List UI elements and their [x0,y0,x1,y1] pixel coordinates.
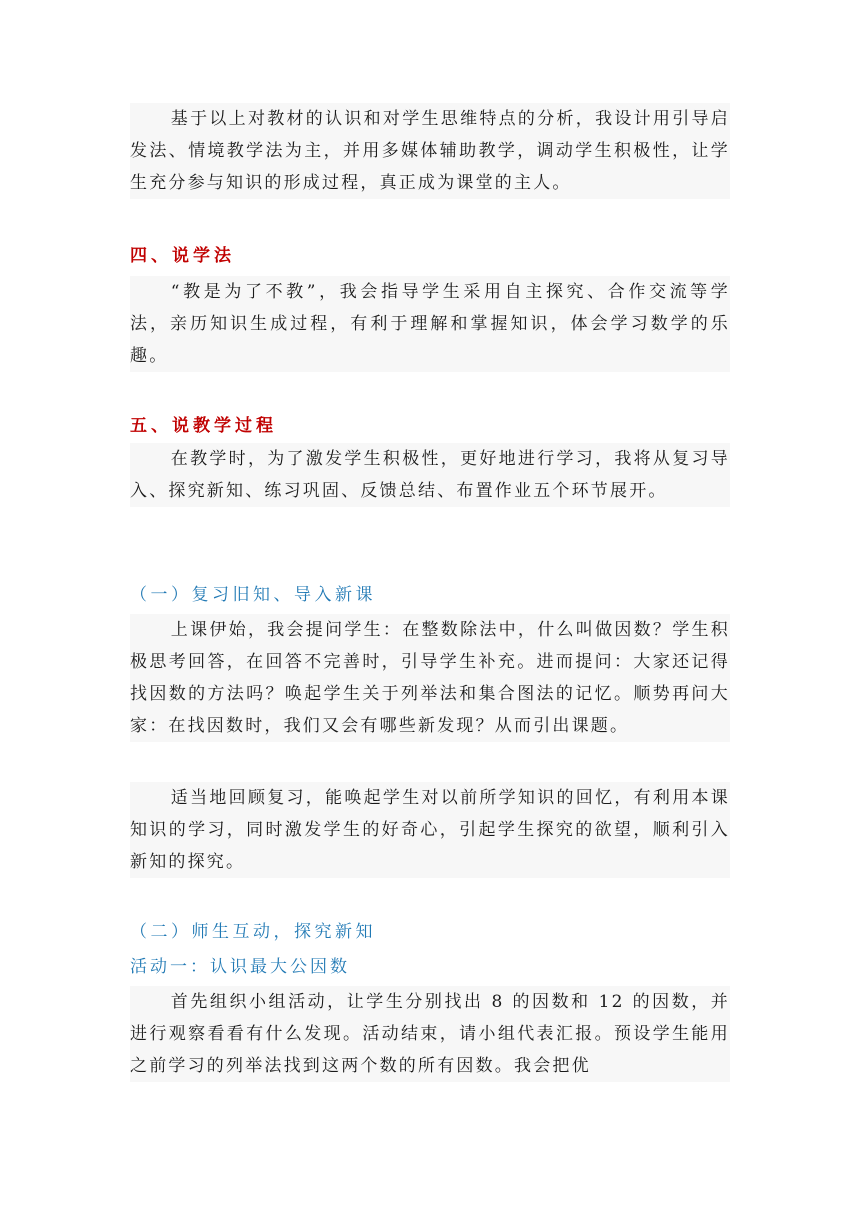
activity-title: 活动一：认识最大公因数 [130,957,350,977]
section-heading-5 [130,412,730,440]
section-heading-4 [130,242,730,270]
paragraph-text: 首先组织小组活动，让学生分别找出 8 的因数和 12 的因数，并进行观察看看有什么发现。活动结束，请小组代表汇报。预设学生能用之前学习的列举法找到这两个数的所有因数。我会把优 [130,986,730,1082]
subsection-title: （二）师生互动，探究新知 [130,922,376,942]
paragraph-text: 适当地回顾复习，能唤起学生对以前所学知识的回忆，有利用本课知识的学习，同时激发学生的好奇心，引起学生探究的欲望，顺利引入新知的探究。 [130,782,730,878]
subsection-title: （一）复习旧知、导入新课 [130,585,376,605]
paragraph-activity-1 [130,986,730,1082]
paragraph-text: 基于以上对教材的认识和对学生思维特点的分析，我设计用引导启发法、情境教学法为主，并用多媒体辅助教学，调动学生积极性，让学生充分参与知识的形成过程，真正成为课堂的主人。 [130,103,730,199]
paragraph-text: 上课伊始，我会提问学生：在整数除法中，什么叫做因数？学生积极思考回答，在回答不完善时，引导学生补充。进而提问：大家还记得找因数的方法吗？唤起学生关于列举法和集合图法的记忆。顺势再问大家：在找因数时，我们又会有哪些新发现？从而引出课题。 [130,614,730,742]
paragraph-text: “教是为了不教”，我会指导学生采用自主探究、合作交流等学法，亲历知识生成过程，有利于理解和掌握知识，体会学习数学的乐趣。 [130,276,730,372]
paragraph-review-intro [130,614,730,742]
paragraph-text: 在教学时，为了激发学生积极性，更好地进行学习，我将从复习导入、探究新知、练习巩固、反馈总结、布置作业五个环节展开。 [130,443,730,507]
activity-heading-1 [130,953,730,981]
paragraph-review-purpose [130,782,730,878]
section-title: 五、说教学过程 [130,416,277,436]
section-title: 四、说学法 [130,246,235,266]
subsection-heading-1 [130,581,730,609]
paragraph-learning-method [130,276,730,372]
paragraph-method-summary [130,103,730,199]
subsection-heading-2 [130,918,730,946]
paragraph-teaching-process [130,443,730,507]
